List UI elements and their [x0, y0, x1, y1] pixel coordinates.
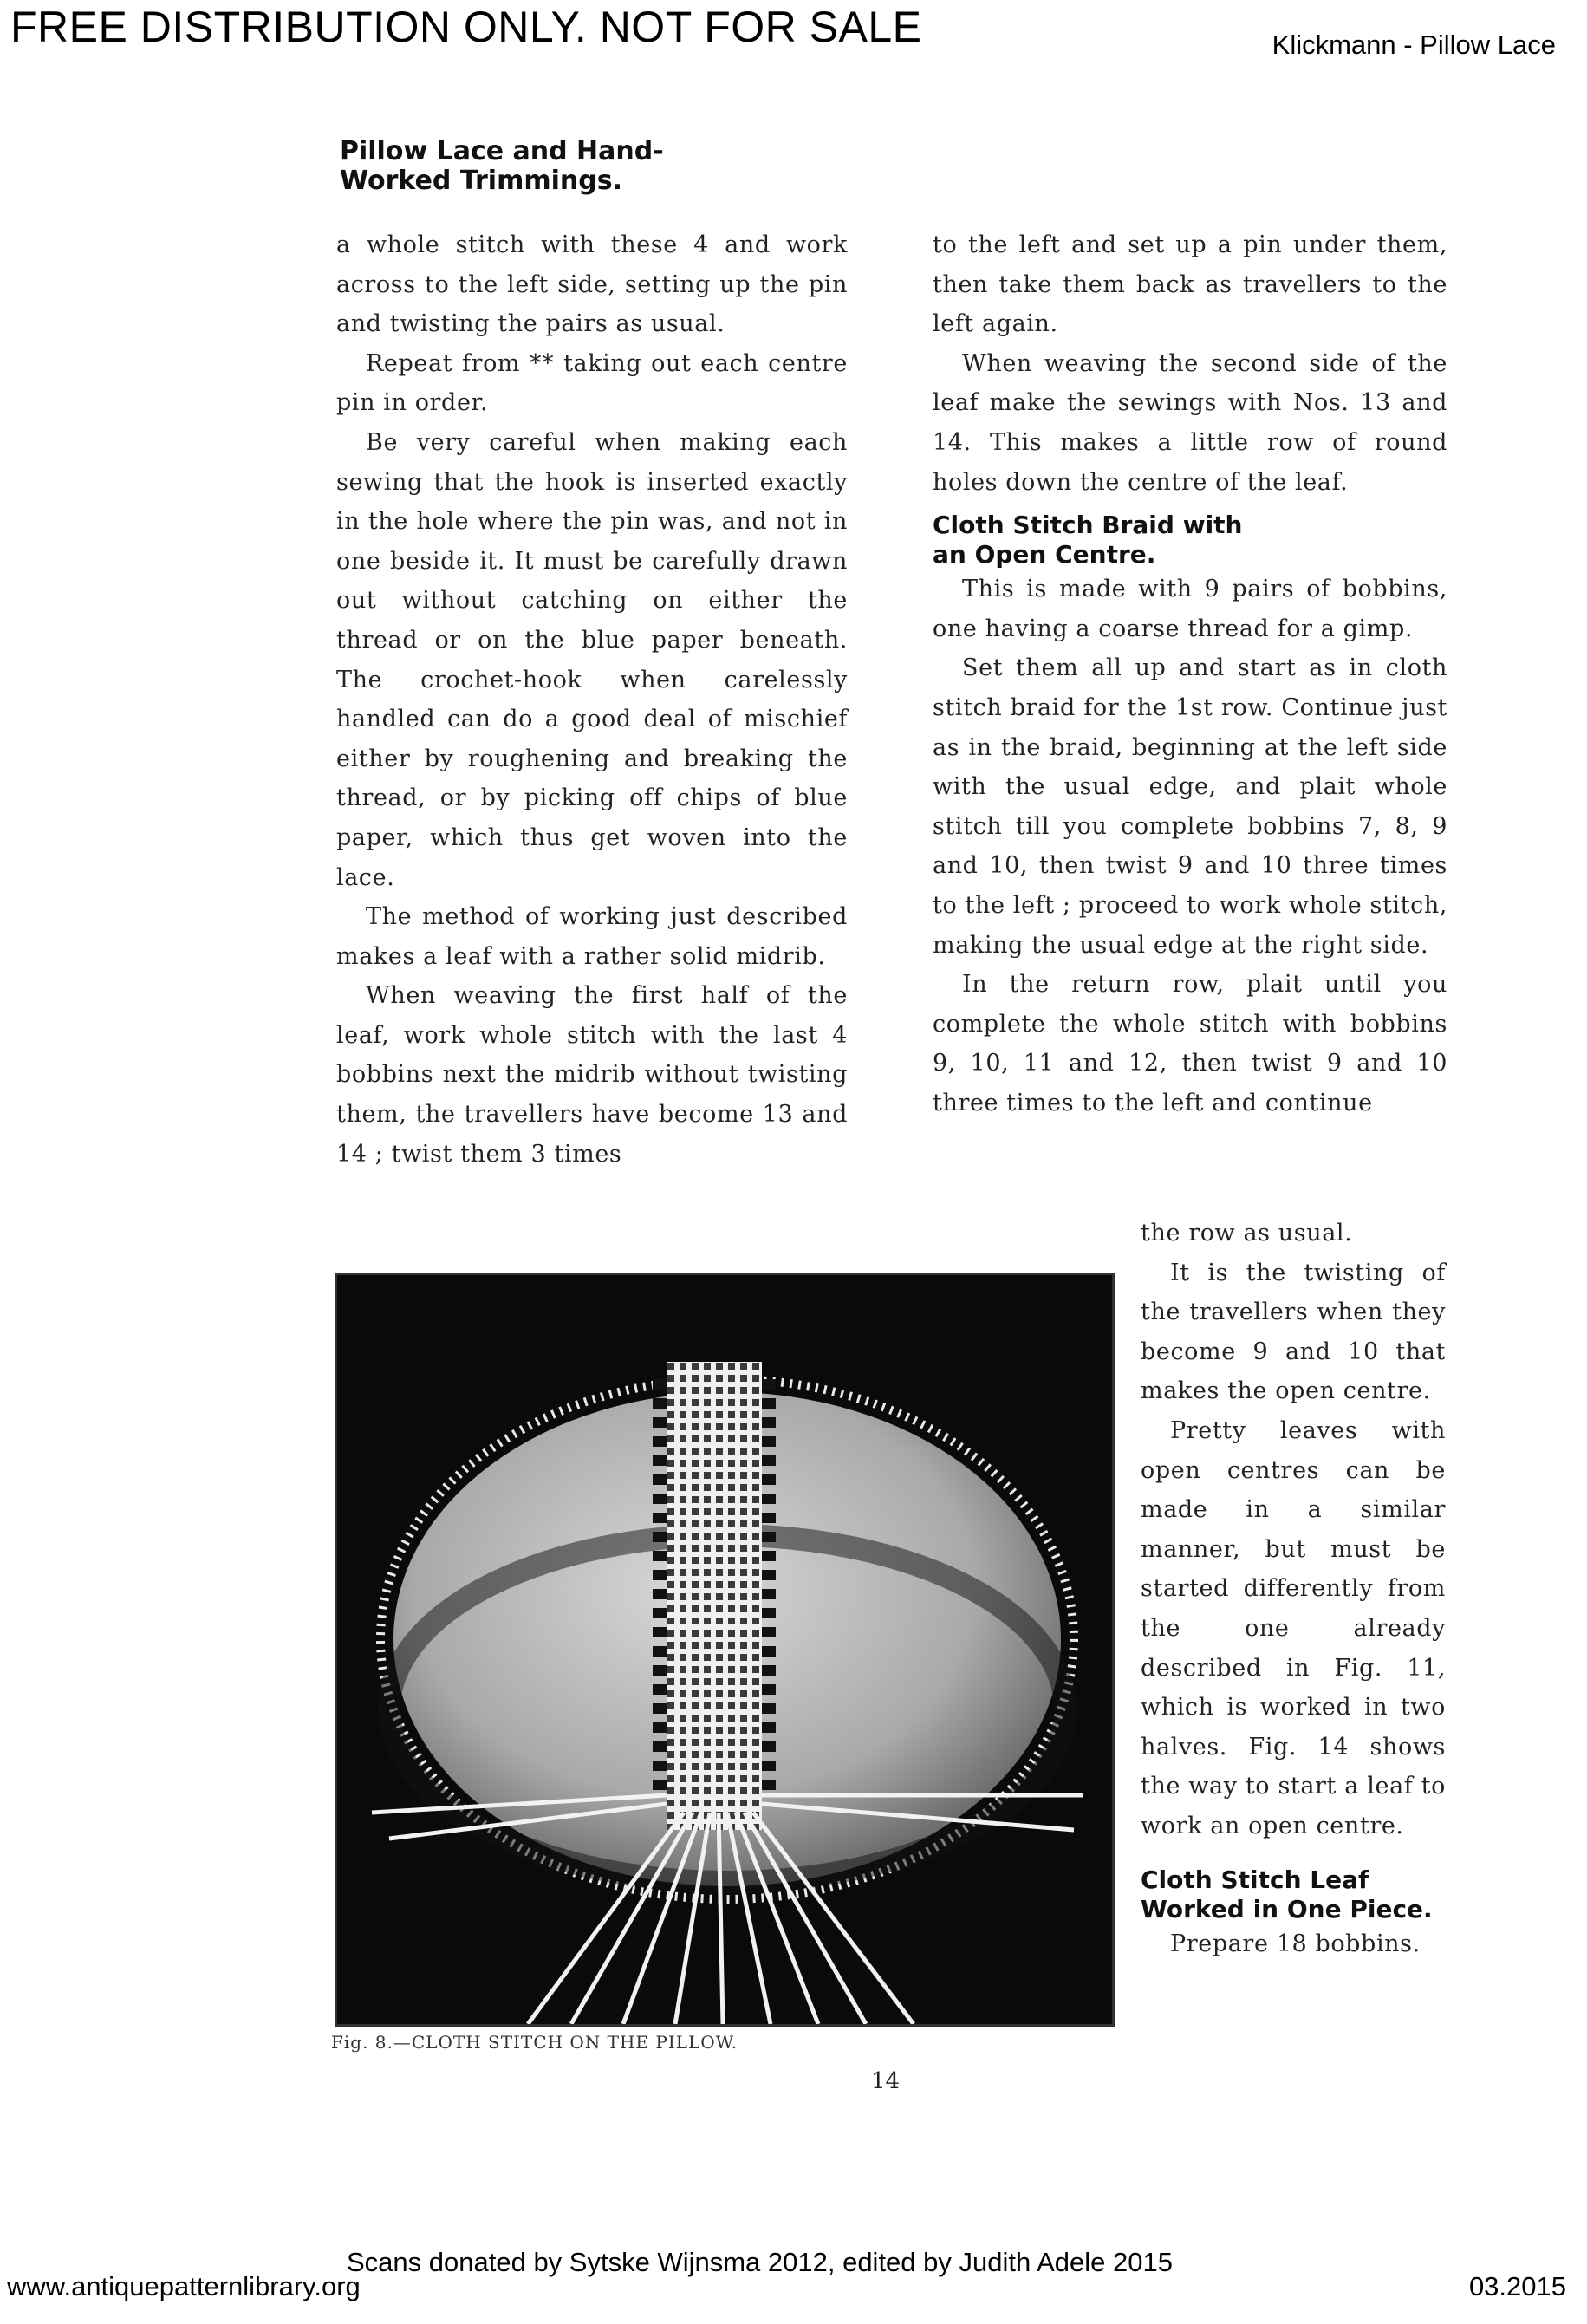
footer-date: 03.2015 — [1468, 2271, 1566, 2301]
text-column-left — [336, 225, 848, 1174]
page-number: 14 — [871, 2068, 901, 2094]
paragraph: The method of working just described makes a leaf with a rather solid midrib. — [336, 903, 848, 970]
figure-cloth-stitch-photo — [335, 1273, 1115, 2027]
distribution-banner: FREE DISTRIBUTION ONLY. NOT FOR SALE — [10, 3, 922, 51]
section-heading-open-centre — [933, 511, 1447, 570]
text-column-right — [933, 225, 1447, 1123]
section-heading-line: Cloth Stitch Braid with — [933, 511, 1243, 540]
paragraph: Repeat from ** taking out each centre pin in order. — [336, 349, 848, 417]
paragraph: the row as usual. — [1141, 1220, 1353, 1247]
section-heading-line: an Open Centre. — [933, 540, 1156, 570]
paragraph: Prepare 18 bobbins. — [1170, 1930, 1421, 1957]
paragraph: When weaving the second side of the leaf make the sewings with Nos. 13 and 14. This makes a little row of round holes down the centre of the leaf. — [933, 349, 1447, 496]
footer-credits: Scans donated by Sytske Wijnsma 2012, edited by Judith Adele 2015 — [347, 2247, 1173, 2277]
paragraph: Pretty leaves with open centres can be made in a similar manner, but must be started differently from the one already described in Fig. 11, which is worked in two halves. Fig. 14 shows the way to start a leaf to work an open centre. — [1141, 1416, 1446, 1839]
figure-caption: Fig. 8.—CLOTH STITCH ON THE PILLOW. — [331, 2032, 738, 2053]
section-heading-line: Worked in One Piece. — [1141, 1894, 1433, 1924]
paragraph: Set them all up and start as in cloth stitch braid for the 1st row. Continue just as in the braid, beginning at the left side with the usual edge, and plait whole stitch till you complete bobbins 7, 8, 9 and 10, then twist 9 and 10 three times to the left ; proceed to work whole stitch, making the usual edge at the right side. — [933, 654, 1447, 959]
paragraph: a whole stitch with these 4 and work across to the left side, setting up the pin and twisting the pairs as usual. — [336, 231, 848, 338]
book-running-heading — [340, 137, 664, 196]
footer-website: www.antiquepatternlibrary.org — [7, 2271, 361, 2301]
paragraph: Be very careful when making each sewing that the hook is inserted exactly in the hole where the pin was, and not in one beside it. It must be carefully drawn out without catching on either the thread or on the blue paper beneath. The crochet-hook when carelessly handled can do a good deal of mischief either by roughening and breaking the thread, or by picking off chips of blue paper, which thus get woven into the lace. — [336, 428, 848, 891]
section-heading-line: Cloth Stitch Leaf — [1141, 1865, 1369, 1894]
paragraph: In the return row, plait until you complete the whole stitch with bobbins 9, 10, 11 and 12, then twist 9 and 10 three times to the left and continue — [933, 971, 1447, 1116]
book-heading-line2: Worked Trimmings. — [340, 166, 622, 196]
book-heading-line1: Pillow Lace and Hand- — [340, 136, 664, 166]
pillow-photo-illustration — [337, 1275, 1112, 2024]
cloth-stitch-braid — [667, 1362, 762, 1830]
text-column-narrow — [1141, 1214, 1446, 1963]
paragraph: This is made with 9 pairs of bobbins, one having a coarse thread for a gimp. — [933, 576, 1447, 642]
paragraph: When weaving the first half of the leaf, work whole stitch with the last 4 bobbins next the midrib without twisting them, the travellers have become 13 and 14 ; twist them 3 times — [336, 982, 848, 1168]
source-title: Klickmann - Pillow Lace — [1272, 29, 1556, 60]
paragraph: to the left and set up a pin under them, then take them back as travellers to the left again. — [933, 231, 1447, 338]
paragraph: It is the twisting of the travellers when they become 9 and 10 that makes the open centre. — [1141, 1259, 1446, 1405]
section-heading-leaf — [1141, 1865, 1446, 1924]
